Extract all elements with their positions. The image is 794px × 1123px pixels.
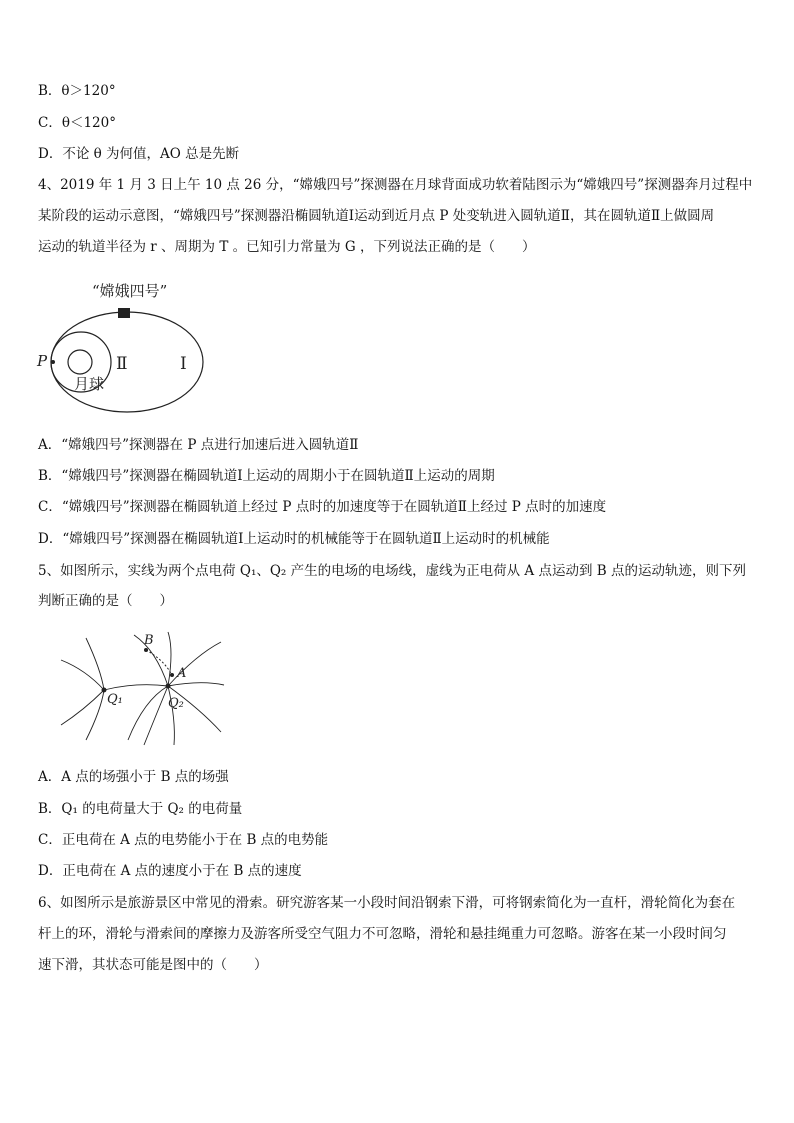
point-p-dot [51, 360, 55, 364]
q4-option-a: A．“嫦娥四号”探测器在 P 点进行加速后进入圆轨道Ⅱ [38, 437, 359, 453]
charge-q1-dot [102, 688, 107, 693]
point-a-dot [170, 673, 174, 677]
q4-stem-line3: 运动的轨道半径为 r 、周期为 T 。已知引力常量为 G ，下列说法正确的是（ ） [38, 239, 536, 255]
q4-stem-line1: 4、2019 年 1 月 3 日上午 10 点 26 分，“嫦娥四号”探测器在月球背面成功软着陆图示为“嫦娥四号”探测器奔月过程中 [38, 177, 753, 193]
q4-option-d: D．“嫦娥四号”探测器在椭圆轨道Ⅰ上运动时的机械能等于在圆轨道Ⅱ上运动时的机械能 [38, 531, 550, 547]
field-line-q2-d [168, 683, 224, 686]
probe-label: “嫦娥四号” [92, 282, 168, 300]
field-line-q2-c [168, 642, 221, 686]
q6-stem-line3: 速下滑，其状态可能是图中的（ ） [38, 957, 268, 973]
q6-stem-line1: 6、如图所示是旅游景区中常见的滑索。研究游客某一小段时间沿钢索下滑，可将钢索简化为一直杆，滑轮简化为套在 [38, 895, 736, 911]
moon-label: 月球 [74, 375, 105, 393]
point-p-label: P [37, 352, 48, 370]
q4-option-c: C．“嫦娥四号”探测器在椭圆轨道上经过 P 点时的加速度等于在圆轨道Ⅱ上经过 P 点时的加速度 [38, 499, 607, 515]
label-b: B [144, 633, 154, 648]
orbit-2-label: Ⅱ [116, 354, 128, 374]
q3-option-d: D．不论 θ 为何值，AO 总是先断 [38, 146, 240, 162]
q3-option-c: C．θ＜120° [38, 115, 116, 131]
q5-field-figure [56, 630, 226, 750]
field-line-q1-c [61, 690, 104, 725]
point-b-dot [144, 648, 148, 652]
q4-option-b: B．“嫦娥四号”探测器在椭圆轨道Ⅰ上运动的周期小于在圆轨道Ⅱ上运动的周期 [38, 468, 495, 484]
probe-icon [118, 308, 130, 318]
orbit-1-label: Ⅰ [180, 354, 187, 374]
field-line-q2-b [168, 632, 171, 686]
field-line-q2-f [168, 686, 174, 745]
q4-stem-line2: 某阶段的运动示意图，“嫦娥四号”探测器沿椭圆轨道Ⅰ运动到近月点 P 处变轨进入圆轨道Ⅱ，其在圆轨道Ⅱ上做圆周 [38, 208, 715, 224]
q5-option-d: D．正电荷在 A 点的速度小于在 B 点的速度 [38, 863, 302, 879]
label-q1: Q₁ [107, 692, 123, 707]
trajectory-dashed [146, 650, 172, 675]
label-a: A [177, 666, 187, 681]
field-line-q1-d [86, 690, 104, 740]
q4-orbit-figure [34, 278, 214, 418]
q5-option-a: A．A 点的场强小于 B 点的场强 [38, 769, 229, 785]
field-line-q1-b [86, 638, 104, 690]
field-line-q2-h [128, 686, 168, 740]
field-line-q1-q2 [104, 685, 168, 690]
q6-stem-line2: 杆上的环，滑轮与滑索间的摩擦力及游客所受空气阻力不可忽略，滑轮和悬挂绳重力可忽略。游客在某一小段时间匀 [38, 926, 727, 942]
q5-stem-line2: 判断正确的是（ ） [38, 593, 173, 609]
q3-option-b: B．θ＞120° [38, 83, 116, 99]
charge-q2-dot [166, 684, 171, 689]
q5-stem-line1: 5、如图所示，实线为两个点电荷 Q₁、Q₂ 产生的电场的电场线，虚线为正电荷从 A 点运动到 B 点的运动轨迹，则下列 [38, 563, 746, 579]
q5-option-b: B．Q₁ 的电荷量大于 Q₂ 的电荷量 [38, 801, 243, 817]
label-q2: Q₂ [168, 696, 184, 711]
moon-circle [68, 350, 92, 374]
q5-option-c: C．正电荷在 A 点的电势能小于在 B 点的电势能 [38, 832, 329, 848]
